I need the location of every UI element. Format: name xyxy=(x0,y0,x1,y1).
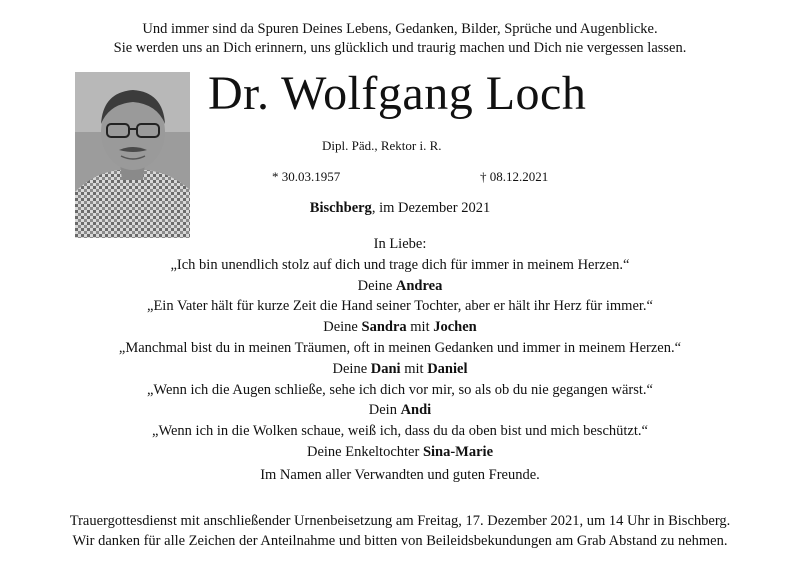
signature-3: Deine Dani mit Daniel xyxy=(332,360,468,377)
signature-4: Dein Andi xyxy=(368,402,432,419)
intro-verse xyxy=(0,20,800,58)
place-date-line xyxy=(0,200,800,217)
quote-2: „Ein Vater hält für kurze Zeit die Hand seiner Tochter, aber er hält ihr Herz für immer.“ xyxy=(147,298,653,315)
deceased-name: Dr. Wolfgang Loch xyxy=(208,67,587,120)
mourners-heading: In Liebe: xyxy=(373,236,427,252)
intro-line-2: Sie werden uns an Dich erinnern, uns glücklich und traurig machen und Dich nie vergessen lassen. xyxy=(113,40,687,56)
death-date: † 08.12.2021 xyxy=(480,169,549,184)
quote-4: „Wenn ich die Augen schließe, sehe ich dich vor mir, so als ob du nie gegangen wärst.“ xyxy=(146,381,653,398)
birth-date: * 30.03.1957 xyxy=(272,169,341,184)
signature-1: Deine Andrea xyxy=(357,277,443,294)
place-name: Bischberg xyxy=(309,200,372,216)
intro-line-1: Und immer sind da Spuren Deines Lebens, Gedanken, Bilder, Sprüche und Augenblicke. xyxy=(142,21,658,37)
closing-line: Im Namen aller Verwandten und guten Freunde. xyxy=(260,467,540,483)
service-line-1: Trauergottesdienst mit anschließender Urnenbeisetzung am Freitag, 17. Dezember 2021, um 14 Uhr in Bischberg. xyxy=(69,513,731,529)
quote-1: „Ich bin unendlich stolz auf dich und trage dich für immer in meinem Herzen.“ xyxy=(170,256,630,273)
signature-2: Deine Sandra mit Jochen xyxy=(323,319,477,336)
quote-5: „Wenn ich in die Wolken schaue, weiß ich, dass du da oben bist und mich beschützt.“ xyxy=(152,423,648,440)
date-text: , im Dezember 2021 xyxy=(371,200,491,216)
service-line-2: Wir danken für alle Zeichen der Anteilnahme und bitten von Beileidsbekundungen am Grab Abstand zu nehmen. xyxy=(72,532,728,549)
deceased-title: Dipl. Päd., Rektor i. R. xyxy=(322,138,442,153)
mourners-section xyxy=(0,234,800,463)
service-info xyxy=(0,512,800,551)
quote-3: „Manchmal bist du in meinen Träumen, oft in meinen Gedanken und immer in meinem Herzen.“ xyxy=(118,339,682,356)
signature-5: Deine Enkeltochter Sina-Marie xyxy=(306,443,494,460)
